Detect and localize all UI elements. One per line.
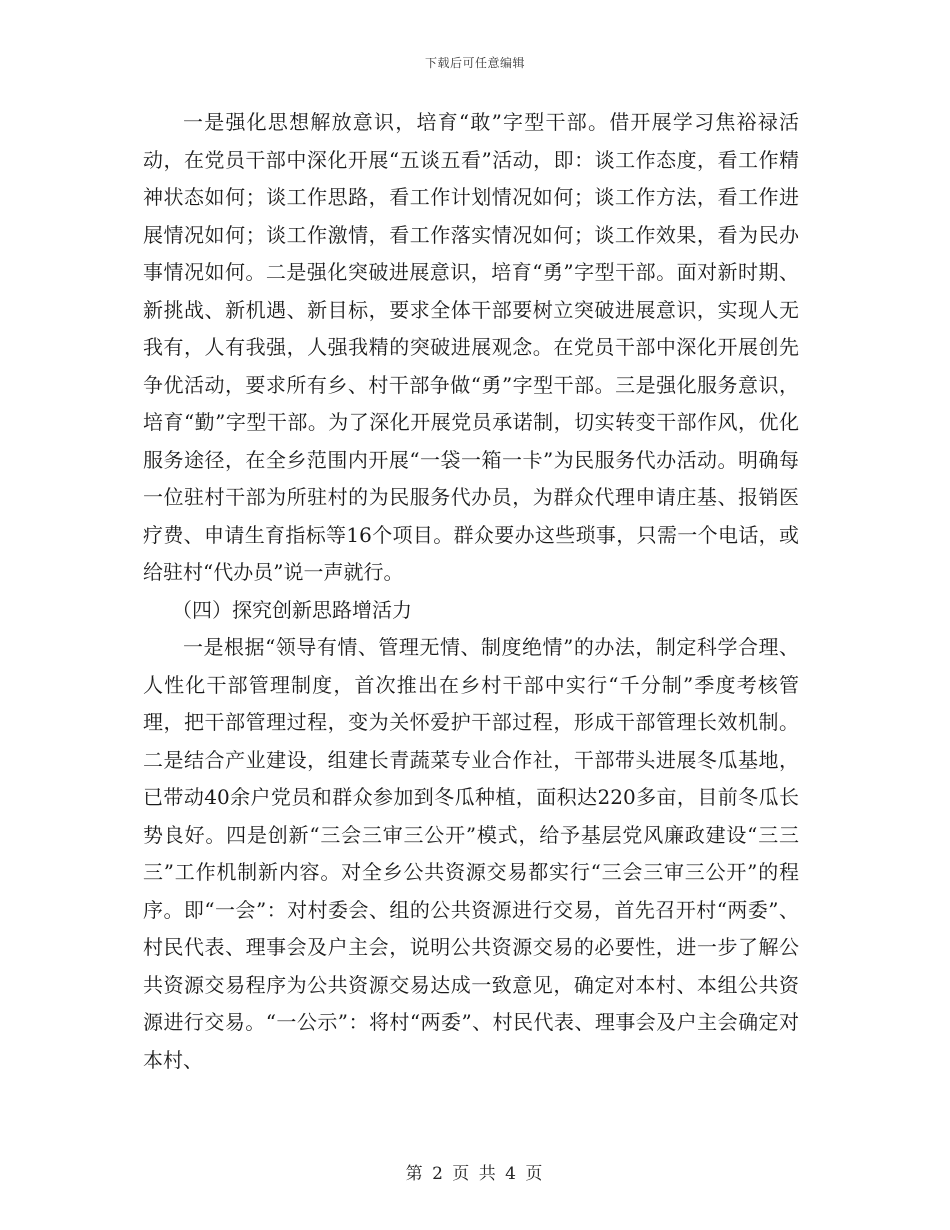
page-header: 下载后可任意编辑 [424, 56, 525, 70]
body-paragraph-1: 一是强化思想解放意识，培育“敢”字型干部。借开展学习焦裕禄活动，在党员干部中深化开展“五谈五看”活动，即：谈工作态度，看工作精神状态如何；谈工作思路，看工作计划情况如何；谈工作方法，看工作进展情况如何；谈工作激情，看工作落实情况如何；谈工作效果，看为民办事情况如何。二是强化突破进展意识，培育“勇”字型干部。面对新时期、新挑战、新机遇、新目标，要求全体干部要树立突破进展意识，实现人无我有，人有我强，人强我精的突破进展观念。在党员干部中深化开展创先争优活动，要求所有乡、村干部争做“勇”字型干部。三是强化服务意识，培育“勤”字型干部。为了深化开展党员承诺制，切实转变干部作风，优化服务途径，在全乡范围内开展“一袋一箱一卡”为民服务代办活动。明确每一位驻村干部为所驻村的为民服务代办员，为群众代理申请庄基、报销医疗费、申请生育指标等16个项目。群众要办这些琐事，只需一个电话，或给驻村“代办员”说一声就行。 [143, 110, 799, 584]
section-heading-4: （四）探究创新思路增活力 [172, 597, 412, 622]
document-body [143, 104, 799, 1079]
body-paragraph-2: 一是根据“领导有情、管理无情、制度绝情”的办法，制定科学合理、人性化干部管理制度，首次推出在乡村干部中实行“千分制”季度考核管理，把干部管理过程，变为关怀爱护干部过程，形成干部管理长效机制。二是结合产业建设，组建长青蔬菜专业合作社，干部带头进展冬瓜基地，已带动40余户党员和群众参加到冬瓜种植，面积达220多亩，目前冬瓜长势良好。四是创新“三会三审三公开”模式，给予基层党风廉政建设“三三三”工作机制新内容。对全乡公共资源交易都实行“三会三审三公开”的程序。即“一会”：对村委会、组的公共资源进行交易，首先召开村“两委”、村民代表、理事会及户主会，说明公共资源交易的必要性，进一步了解公共资源交易程序为公共资源交易达成一致意见，确定对本村、本组公共资源进行交易。“一公示”：将村“两委”、村民代表、理事会及户主会确定对本村、 [143, 635, 799, 1072]
page-footer-number: 第 2 页 共 4 页 [405, 1164, 545, 1184]
